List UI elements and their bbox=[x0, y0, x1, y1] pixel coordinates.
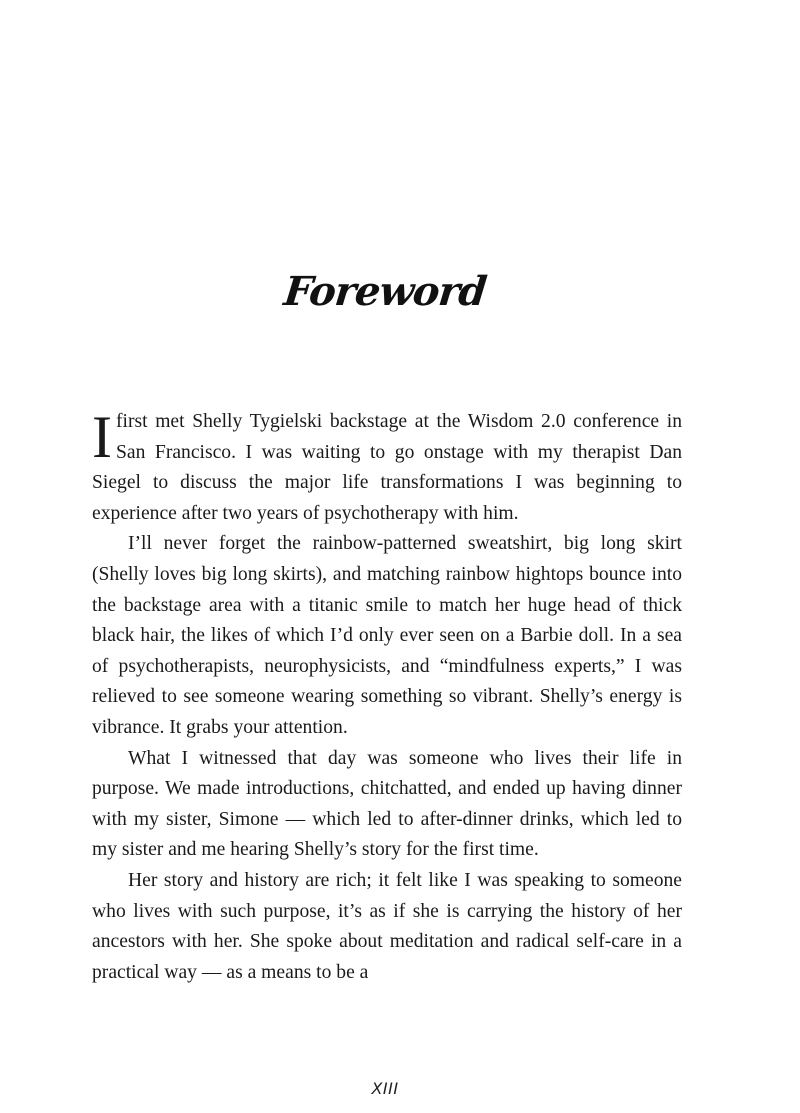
drop-cap: I bbox=[92, 404, 112, 470]
body-text bbox=[92, 404, 682, 988]
paragraph-4: Her story and history are rich; it felt like I was speaking to someone who lives with such purpose, it’s as if she is carrying the history of her ancestors with her. She spoke about meditation and radical self-care in a practical way — as a means to be a bbox=[92, 869, 682, 983]
page-number: XIII bbox=[371, 1079, 399, 1098]
paragraph-1-text: first met Shelly Tygielski backstage at the Wisdom 2.0 conference in San Francisco. I was waiting to go onstage with my therapist Dan Siegel to discuss the major life transformations I was beginning to experience after two years of psychotherapy with him. bbox=[92, 411, 682, 524]
paragraph-1 bbox=[92, 404, 682, 529]
paragraph-2: I’ll never forget the rainbow-patterned sweatshirt, big long skirt (Shelly loves big long skirts), and matching rainbow hightops bounce into the backstage area with a titanic smile to match her huge head of thick black hair, the likes of which I’d only ever seen on a Barbie doll. In a sea of psychotherapists, neurophysicists, and “mindfulness experts,” I was relieved to see someone wearing something so vibrant. Shelly’s energy is vibrance. It grabs your attention. bbox=[92, 533, 682, 738]
chapter-title: Foreword bbox=[281, 268, 489, 315]
paragraph-3: What I witnessed that day was someone who lives their life in purpose. We made introductions, chitchatted, and ended up having dinner with my sister, Simone — which led to after-dinner drinks, which led to my sister and me hearing Shelly’s story for the first time. bbox=[92, 747, 682, 861]
